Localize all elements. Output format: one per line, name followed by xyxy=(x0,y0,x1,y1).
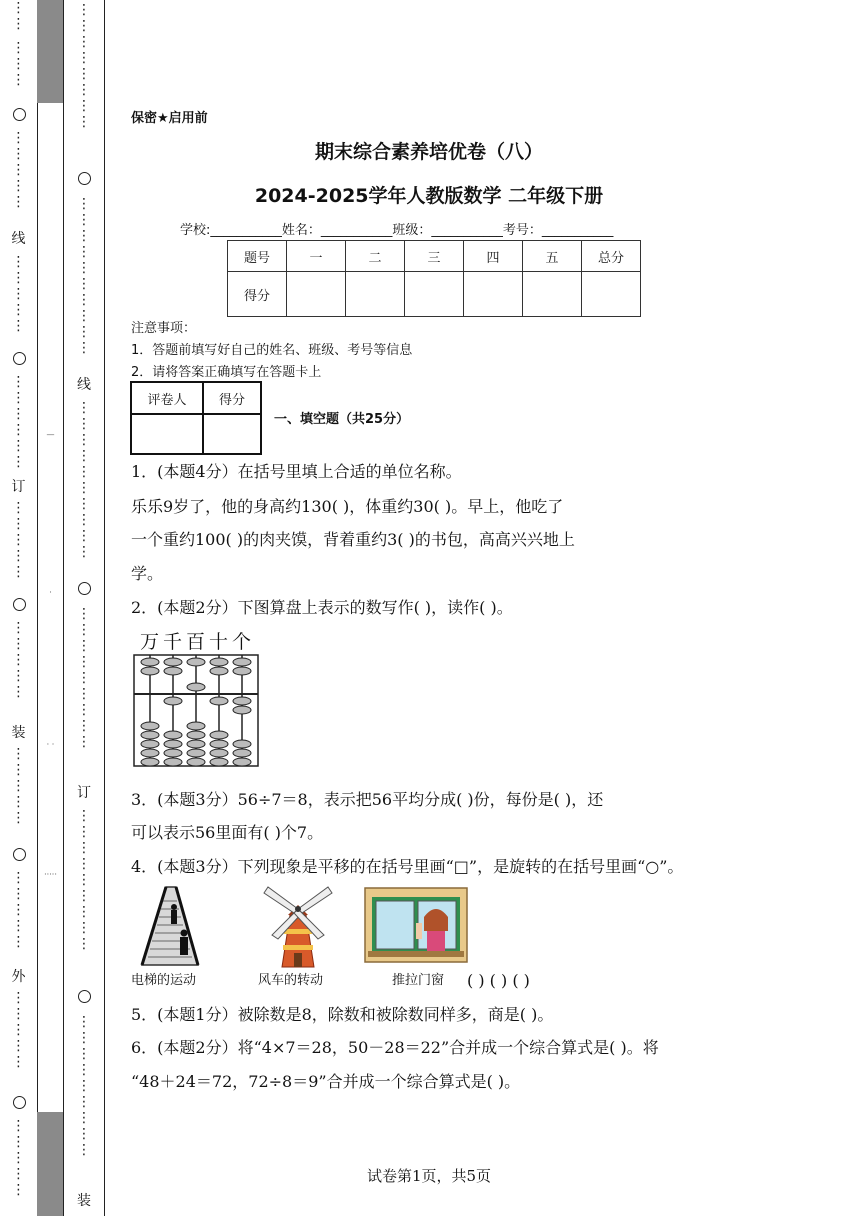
abacus-lower-bead xyxy=(233,706,251,714)
abacus-lower-bead xyxy=(233,758,251,766)
note-item: 1．答题前填写好自己的姓名、班级、考号等信息 xyxy=(131,343,413,358)
abacus-lower-bead xyxy=(141,722,159,730)
q3-line: 可以表示56里面有( )个7。 xyxy=(131,823,324,842)
abacus-lower-bead xyxy=(187,749,205,757)
abacus-lower-bead xyxy=(141,758,159,766)
q6-line: “48＋24＝72，72÷8＝9”合并成一个综合算式是( )。 xyxy=(131,1072,521,1091)
score-header-cell: 四 xyxy=(464,241,523,272)
grader-table xyxy=(130,381,262,455)
binding-char-ding: 订 xyxy=(11,479,26,495)
notes-title: 注意事项： xyxy=(131,321,197,336)
binding-tick: ····· xyxy=(44,870,57,879)
binding-circle xyxy=(78,172,91,185)
q4-stem: 4．(本题3分）下列现象是平移的在括号里画“□”，是旋转的在括号里画“○”。 xyxy=(131,857,684,876)
abacus-lower-bead xyxy=(187,731,205,739)
abacus-lower-bead xyxy=(210,731,228,739)
binding-circle xyxy=(13,352,26,365)
q5-text: 5．(本题1分）被除数是8，除数和被除数同样多，商是( )。 xyxy=(131,1005,554,1024)
abacus-upper-bead xyxy=(141,667,159,675)
score-header-cell: 一 xyxy=(287,241,346,272)
grader-label: 评卷人 xyxy=(131,382,203,414)
binding-tick: — xyxy=(46,430,55,439)
binding-char-xian: 线 xyxy=(11,231,26,247)
abacus-upper-bead xyxy=(187,658,205,666)
score-input-cell[interactable] xyxy=(405,272,464,317)
grader-score-label: 得分 xyxy=(203,382,261,414)
abacus-lower-bead xyxy=(233,740,251,748)
q1-line: 学。 xyxy=(131,564,164,583)
escalator-image xyxy=(138,885,200,967)
exam-subtitle: 2024-2025学年人教版数学 二年级下册 xyxy=(254,185,604,207)
abacus-figure xyxy=(133,654,259,767)
binding-char-wai: 外 xyxy=(11,969,26,985)
abacus-lower-bead xyxy=(187,722,205,730)
abacus-lower-bead xyxy=(187,758,205,766)
q4-answer-blanks[interactable]: ( ) ( ) ( ) xyxy=(467,971,530,990)
exam-title: 期末综合素养培优卷（八） xyxy=(314,141,543,163)
abacus-lower-bead xyxy=(141,740,159,748)
score-input-cell[interactable] xyxy=(464,272,523,317)
page-footer: 试卷第1页，共5页 xyxy=(366,1167,492,1185)
score-table xyxy=(227,240,641,317)
section-title: 一、填空题（共25分） xyxy=(274,412,410,427)
score-header-cell: 五 xyxy=(523,241,582,272)
score-row-label: 得分 xyxy=(228,272,287,317)
q3-line: 3．(本题3分）56÷7＝8，表示把56平均分成( )份，每份是( )，还 xyxy=(131,790,604,809)
abacus-lower-bead xyxy=(187,740,205,748)
binding-circle xyxy=(13,1096,26,1109)
abacus-lower-bead xyxy=(233,697,251,705)
q2-stem: 2．(本题2分）下图算盘上表示的数写作( )，读作( )。 xyxy=(131,598,513,617)
abacus-lower-bead xyxy=(164,758,182,766)
abacus-upper-bead xyxy=(164,658,182,666)
binding-char-zhuang: 装 xyxy=(11,725,26,741)
sliding-window-image xyxy=(364,887,468,963)
binding-char-xian: 线 xyxy=(77,377,91,393)
gray-binding-strip xyxy=(37,0,64,1216)
abacus-lower-bead xyxy=(210,740,228,748)
score-header-cell: 题号 xyxy=(228,241,287,272)
binding-tick: · · xyxy=(46,740,55,749)
score-header-cell: 二 xyxy=(346,241,405,272)
q1-line: 一个重约100( )的肉夹馍，背着重约3( )的书包，高高兴兴地上 xyxy=(131,530,575,549)
abacus-lower-bead xyxy=(141,731,159,739)
q1-stem: 1．(本题4分）在括号里填上合适的单位名称。 xyxy=(131,462,462,481)
escalator-caption: 电梯的运动 xyxy=(131,973,197,988)
abacus-upper-bead xyxy=(210,658,228,666)
abacus-upper-bead xyxy=(187,683,205,691)
abacus-lower-bead xyxy=(210,758,228,766)
score-header-cell: 总分 xyxy=(582,241,641,272)
abacus-lower-bead xyxy=(233,749,251,757)
q6-line: 6．(本题2分）将“4×7＝28，50－28＝22”合并成一个综合算式是( )。将 xyxy=(131,1038,659,1057)
binding-circle xyxy=(78,582,91,595)
abacus-place-labels: 万千百十个 xyxy=(140,631,256,653)
windmill-caption: 风车的转动 xyxy=(258,973,324,988)
abacus-lower-bead xyxy=(141,749,159,757)
binding-circle xyxy=(13,848,26,861)
abacus-lower-bead xyxy=(164,740,182,748)
score-header-cell: 三 xyxy=(405,241,464,272)
abacus-lower-bead xyxy=(164,749,182,757)
grader-score-cell[interactable] xyxy=(203,414,261,454)
score-input-cell[interactable] xyxy=(582,272,641,317)
inner-binding-strip: ⋮ ⋮ ⋮ ⋮ ⋮ ⋮ ⋮ ⋮ ⋮ ⋮ ⋮ ⋮ ⋮ ⋮ ⋮ ⋮ ⋮ ⋮ 线 ⋮ ⋮ ⋮ ⋮ ⋮ ⋮ ⋮ ⋮ ⋮ ⋮ ⋮ ⋮ ⋮ ⋮ ⋮ ⋮ ⋮ ⋮ ⋮ 订 ⋮ ⋮ ⋮ ⋮ ⋮ ⋮ ⋮ ⋮ ⋮ ⋮ ⋮ ⋮ ⋮ ⋮ ⋮ ⋮ ⋮ ⋮ 装 xyxy=(64,0,105,1216)
abacus-upper-bead xyxy=(210,667,228,675)
abacus-upper-bead xyxy=(233,658,251,666)
windmill-image xyxy=(262,885,334,969)
binding-char-ding: 订 xyxy=(77,785,91,801)
score-input-cell[interactable] xyxy=(287,272,346,317)
student-info-line: 学校:___________姓名：___________班级：___________考号：___________ xyxy=(180,223,614,238)
outer-binding-strip: ⋮ ⋮ ⋮ ⋮ ⋮ ⋮ ⋮ ⋮ ⋮ ⋮ 线 ⋮ ⋮ ⋮ ⋮ ⋮ ⋮ ⋮ ⋮ ⋮ ⋮ ⋮ 订 ⋮ ⋮ ⋮ ⋮ ⋮ ⋮ ⋮ ⋮ ⋮ ⋮ 装 ⋮ ⋮ ⋮ ⋮ ⋮ ⋮ ⋮ ⋮ ⋮ ⋮ 外 ⋮ ⋮ ⋮ ⋮ ⋮ ⋮ ⋮ ⋮ ⋮ ⋮ xyxy=(0,0,38,1216)
binding-circle xyxy=(13,598,26,611)
window-caption: 推拉门窗 xyxy=(392,973,445,988)
confidential-label: 保密★启用前 xyxy=(131,111,208,126)
abacus-upper-bead xyxy=(141,658,159,666)
binding-circle xyxy=(13,108,26,121)
grader-name-cell[interactable] xyxy=(131,414,203,454)
abacus-lower-bead xyxy=(164,697,182,705)
abacus-upper-bead xyxy=(164,667,182,675)
q1-line: 乐乐9岁了，他的身高约130( )，体重约30( )。早上，他吃了 xyxy=(131,497,564,516)
score-input-cell[interactable] xyxy=(523,272,582,317)
abacus-lower-bead xyxy=(210,749,228,757)
abacus-upper-bead xyxy=(233,667,251,675)
binding-circle xyxy=(78,990,91,1003)
binding-char-zhuang: 装 xyxy=(77,1193,91,1209)
score-input-cell[interactable] xyxy=(346,272,405,317)
abacus-lower-bead xyxy=(210,697,228,705)
binding-tick: · xyxy=(49,588,52,597)
abacus-lower-bead xyxy=(164,731,182,739)
note-item: 2．请将答案正确填写在答题卡上 xyxy=(131,365,322,380)
